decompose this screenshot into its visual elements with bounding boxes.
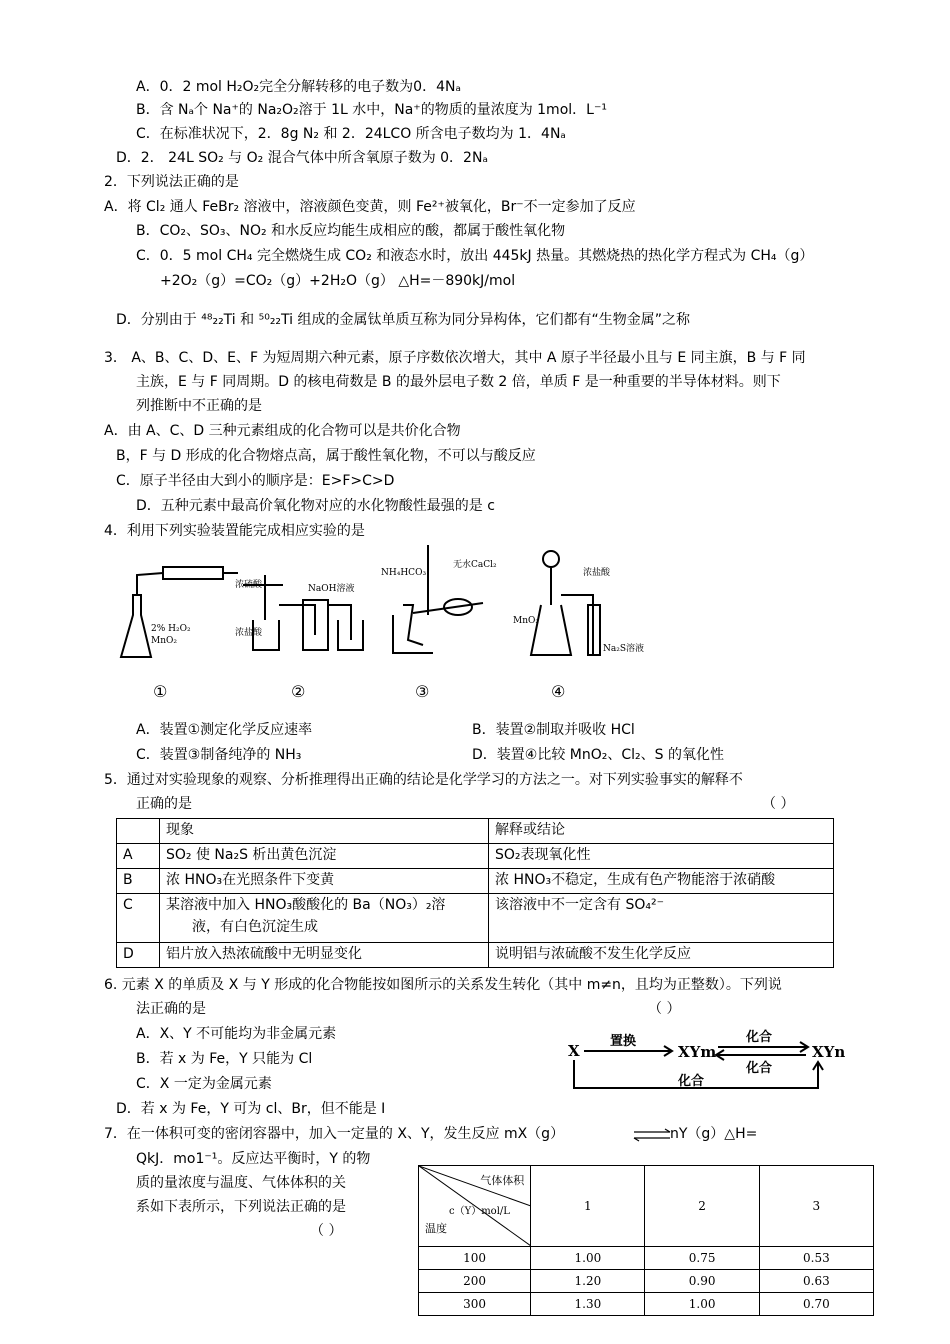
table-cell: 0.63 bbox=[759, 1270, 873, 1293]
q2-option-a: A．将 Cl₂ 通人 FeBr₂ 溶液中，溶液颜色变黄，则 Fe²⁺被氧化，Br⁻不一定参加了反应 bbox=[104, 199, 636, 215]
table-cell: 0.75 bbox=[645, 1247, 759, 1270]
fig4-label-h2so4: 浓硫酸 bbox=[235, 580, 263, 590]
q3-option-b: B，F 与 D 形成的化合物熔点高，属于酸性氧化物，不可以与酸反应 bbox=[116, 448, 536, 464]
table-row bbox=[419, 1166, 874, 1247]
table-cell: A bbox=[117, 844, 160, 869]
table-row bbox=[117, 869, 834, 894]
diagram6-xyn: XYn bbox=[812, 1043, 846, 1061]
table-row bbox=[419, 1247, 874, 1270]
table-cell: C bbox=[117, 894, 160, 943]
table-cell: 解释或结论 bbox=[489, 819, 834, 844]
q3-option-a: A．由 A、C、D 三种元素组成的化合物可以是共价化合物 bbox=[104, 423, 461, 439]
diagram6-x: X bbox=[568, 1042, 580, 1060]
fig4-label-mno2-2: MnO₂ bbox=[513, 616, 539, 626]
table-row bbox=[117, 844, 834, 869]
equilibrium-arrow-icon bbox=[632, 1128, 672, 1142]
diagram6-combination-1: 化合 bbox=[746, 1030, 773, 1045]
table-cell: 该溶液中不一定含有 SO₄²⁻ bbox=[489, 894, 834, 943]
table-cell: SO₂表现氧化性 bbox=[489, 844, 834, 869]
q7-table bbox=[418, 1165, 874, 1316]
fig4-caption-1: ① bbox=[153, 682, 168, 701]
diagram6-combination-2: 化合 bbox=[746, 1061, 773, 1076]
q6-conversion-diagram bbox=[566, 1028, 856, 1093]
table-cell: 300 bbox=[419, 1293, 531, 1316]
table-row bbox=[117, 943, 834, 968]
table-cell: 浓 HNO₃在光照条件下变黄 bbox=[160, 869, 489, 894]
table-cell: 200 bbox=[419, 1270, 531, 1293]
table-cell: 1.20 bbox=[531, 1270, 645, 1293]
q6-option-a: A．X、Y 不可能均为非金属元素 bbox=[136, 1026, 337, 1042]
table-row bbox=[419, 1270, 874, 1293]
table-cell bbox=[117, 819, 160, 844]
q6-bracket: （ ） bbox=[648, 1001, 681, 1017]
q2-option-c-equation: +2O₂（g）=CO₂（g）+2H₂O（g） △H=－890kJ/mol bbox=[160, 273, 516, 289]
fig4-label-naoh: NaOH溶液 bbox=[308, 584, 355, 594]
q1-option-b: B．含 Nₐ个 Na⁺的 Na₂O₂溶于 1L 水中，Na⁺的物质的量浓度为 1mol．L⁻¹ bbox=[136, 102, 607, 118]
table-cell: 0.70 bbox=[759, 1293, 873, 1316]
q2-option-d: D．分别由于 ⁴⁸₂₂Ti 和 ⁵⁰₂₂Ti 组成的金属钛单质互称为同分异构体，它们都有“生物金属”之称 bbox=[116, 312, 691, 328]
table7-header-left: 温度 bbox=[425, 1222, 447, 1235]
fig4-label-na2s: Na₂S溶液 bbox=[603, 644, 645, 654]
fig4-label-h2o2: 2% H₂O₂ bbox=[151, 624, 191, 634]
q4-option-a: A．装置①测定化学反应速率 bbox=[136, 722, 313, 738]
table7-header-top: 气体体积 bbox=[480, 1174, 525, 1187]
table-row bbox=[419, 1293, 874, 1316]
diagram6-substitution: 置换 bbox=[610, 1034, 637, 1049]
fig4-label-mno2: MnO₂ bbox=[151, 636, 177, 646]
q2-option-c: C．0．5 mol CH₄ 完全燃烧生成 CO₂ 和液态水时，放出 445kJ 热量。其燃烧热的热化学方程式为 CH₄（g） bbox=[136, 248, 814, 264]
fig4-label-cacl2: 无水CaCl₂ bbox=[453, 560, 497, 570]
q7-stem-4: 系如下表所示，下列说法正确的是 bbox=[136, 1199, 346, 1215]
q7-stem-2: QkJ．mo1⁻¹。反应达平衡时，Y 的物 bbox=[136, 1151, 371, 1167]
table-header-cell: 3 bbox=[759, 1166, 873, 1247]
q3-option-d: D．五种元素中最高价氧化物对应的水化物酸性最强的是 c bbox=[136, 498, 495, 514]
table-cell: 浓 HNO₃不稳定，生成有色产物能溶于浓硝酸 bbox=[489, 869, 834, 894]
fig4-caption-3: ③ bbox=[415, 682, 430, 701]
q1-option-a: A．0．2 mol H₂O₂完全分解转移的电子数为0．4Nₐ bbox=[136, 79, 461, 95]
q7-stem-3: 质的量浓度与温度、气体体积的关 bbox=[136, 1175, 346, 1191]
table-cell-line: 某溶液中加入 HNO₃酸酸化的 Ba（NO₃）₂溶 bbox=[166, 897, 446, 913]
table-cell-line: 液，有白色沉淀生成 bbox=[192, 919, 318, 935]
q4-option-d: D．装置④比较 MnO₂、Cl₂、S 的氧化性 bbox=[472, 747, 724, 763]
q6-stem-1: 6. 元素 X 的单质及 X 与 Y 形成的化合物能按如图所示的关系发生转化（其中 m≠n，且均为正整数）。下列说 bbox=[104, 977, 782, 993]
table-cell: 说明铝与浓硫酸不发生化学反应 bbox=[489, 943, 834, 968]
q5-table bbox=[116, 818, 834, 968]
table-cell: SO₂ 使 Na₂S 析出黄色沉淀 bbox=[160, 844, 489, 869]
fig4-caption-2: ② bbox=[291, 682, 306, 701]
q4-option-b: B．装置②制取并吸收 HCl bbox=[472, 722, 635, 738]
table-cell: 铝片放入热浓硫酸中无明显变化 bbox=[160, 943, 489, 968]
q1-option-c: C．在标准状况下，2．8g N₂ 和 2．24LCO 所含电子数均为 1．4Nₐ bbox=[136, 126, 566, 142]
fig4-label-hcl: 浓盐酸 bbox=[235, 628, 263, 638]
table7-header-mid: c（Y）mol/L bbox=[449, 1206, 510, 1217]
table-cell: 1.00 bbox=[531, 1247, 645, 1270]
q4-option-c: C．装置③制备纯净的 NH₃ bbox=[136, 747, 302, 763]
q7-bracket: （ ） bbox=[310, 1223, 343, 1239]
q4-apparatus-figure bbox=[103, 545, 663, 705]
table-cell: 现象 bbox=[160, 819, 489, 844]
table-cell: D bbox=[117, 943, 160, 968]
table-row bbox=[117, 894, 834, 943]
q3-option-c: C．原子半径由大到小的顺序是：E>F>C>D bbox=[116, 473, 395, 489]
q3-stem-1: 3． A、B、C、D、E、F 为短周期六种元素，原子序数依次增大，其中 A 原子半径最小且与 E 同主旗，B 与 F 同 bbox=[104, 350, 806, 366]
q4-stem: 4．利用下列实验装置能完成相应实验的是 bbox=[104, 523, 365, 539]
table-cell bbox=[160, 894, 489, 943]
q6-stem-2: 法正确的是 bbox=[136, 1001, 206, 1017]
q5-stem-2: 正确的是 bbox=[136, 796, 192, 812]
table-cell: 1.00 bbox=[645, 1293, 759, 1316]
diagram6-combination-3: 化合 bbox=[678, 1074, 705, 1089]
table-cell: 0.90 bbox=[645, 1270, 759, 1293]
fig4-label-nh4hco3: NH₄HCO₃ bbox=[381, 568, 427, 578]
table-cell: B bbox=[117, 869, 160, 894]
diagram6-xym: XYm bbox=[678, 1043, 717, 1061]
q2-stem: 2．下列说法正确的是 bbox=[104, 174, 239, 190]
q5-stem-1: 5．通过对实验现象的观察、分析推理得出正确的结论是化学学习的方法之一。对下列实验事实的解释不 bbox=[104, 772, 743, 788]
q7-stem-1-product: nY（g）△H= bbox=[670, 1126, 758, 1142]
table-header-cell: 2 bbox=[645, 1166, 759, 1247]
q3-stem-2: 主族，E 与 F 同周期。D 的核电荷数是 B 的最外层电子数 2 倍，单质 F 是一种重要的半导体材料。则下 bbox=[136, 374, 781, 390]
q6-option-c: C．X 一定为金属元素 bbox=[136, 1076, 272, 1092]
q5-bracket: （ ） bbox=[762, 796, 795, 812]
q7-stem-1: 7．在一体积可变的密闭容器中，加入一定量的 X、Y，发生反应 mX（g） bbox=[104, 1126, 565, 1142]
table-cell: 100 bbox=[419, 1247, 531, 1270]
table-header-cell: 1 bbox=[531, 1166, 645, 1247]
fig4-caption-4: ④ bbox=[551, 682, 566, 701]
table-header-cell bbox=[419, 1166, 531, 1247]
q1-option-d: D．2． 24L SO₂ 与 O₂ 混合气体中所含氧原子数为 0．2Nₐ bbox=[116, 150, 488, 166]
q3-stem-3: 列推断中不正确的是 bbox=[136, 398, 262, 414]
fig4-label-hcl-2: 浓盐酸 bbox=[583, 568, 611, 578]
q6-option-b: B．若 x 为 Fe，Y 只能为 Cl bbox=[136, 1051, 313, 1067]
table-cell: 0.53 bbox=[759, 1247, 873, 1270]
table-row bbox=[117, 819, 834, 844]
q2-option-b: B．CO₂、SO₃、NO₂ 和水反应均能生成相应的酸，都属于酸性氧化物 bbox=[136, 223, 566, 239]
table-cell: 1.30 bbox=[531, 1293, 645, 1316]
q6-option-d: D．若 x 为 Fe，Y 可为 cl、Br，但不能是 I bbox=[116, 1101, 386, 1117]
